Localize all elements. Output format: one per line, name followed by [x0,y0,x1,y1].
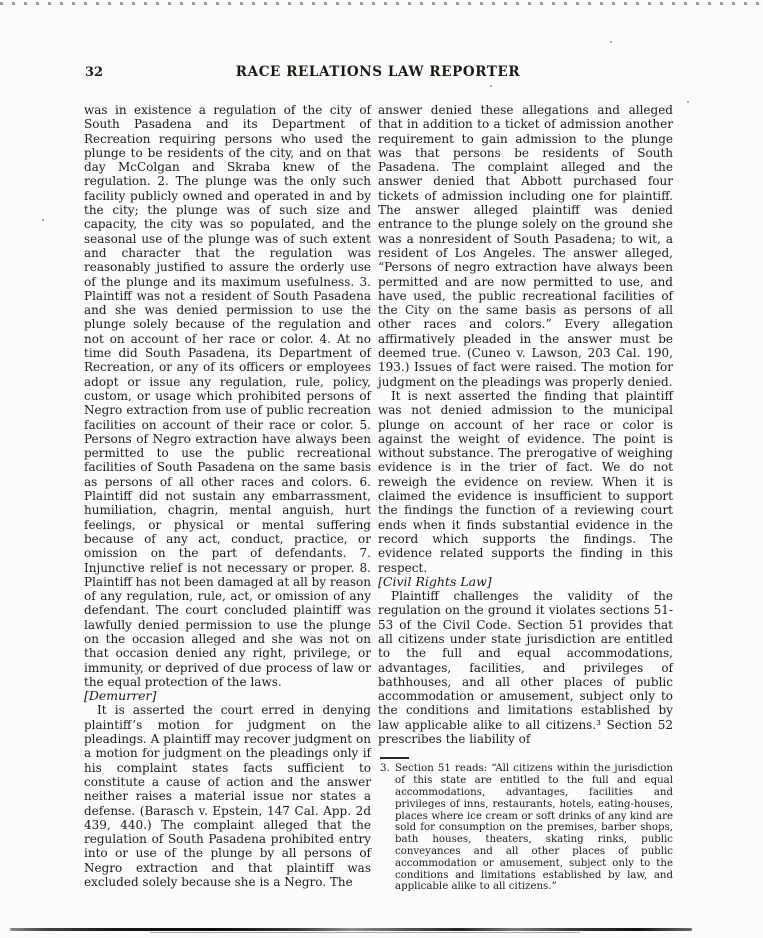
scan-top-edge-dots [0,2,763,5]
scan-bottom-edge-artifact [10,928,692,931]
scan-bottom-edge-artifact-faint [150,932,580,933]
right-paragraph-civil-rights: Plaintiff challenges the validity of the regulation on the ground it violates sections 51-53 of the Civil Code. Section 51 provides that all citizens under state jurisdiction are entitled to the full and equal accommodations, advantages, facilities, and privileges of bathhouses, and all other places of public accommodation or amusement, subject only to the conditions and limitations established by law applicable alike to all citizens.³ Section 52 prescribes the liability of [378,589,673,747]
civil-rights-law-heading: [Civil Rights Law] [378,573,492,589]
footnote-3 [380,763,673,893]
page-number: 32 [85,65,104,80]
demurrer-heading: [Demurrer] [84,688,157,704]
footnote-text: Section 51 reads: “All citizens within the jurisdiction of this state are entitled to the full and equal accommodations, advantages, facilities and privileges of inns, restaurants, hotels, eating-houses, places where ice cream or soft drinks of any kind are sold for consumption on the premises, barber shops, bath houses, theaters, skating rinks, public conveyances and all other places of public accommodation or amusement, subject only to the conditions and limitations established by law, and applicable alike to all citizens.” [395,763,673,893]
scan-speck [490,85,492,87]
left-paragraph-demurrer: It is asserted the court erred in denying plaintiff’s motion for judgment on the pleadings. A plaintiff may recover judgment on a motion for judgment on the pleadings only if his complaint states facts sufficient to constitute a cause of action and the answer neither raises a material issue nor states a defense. (Barasch v. Epstein, 147 Cal. App. 2d 439, 440.) The complaint alleged that the regulation of South Pasadena prohibited entry into or use of the plunge by all persons of Negro extraction and that plaintiff was excluded solely because she is a Negro. The [84,703,371,890]
scan-speck [687,101,689,103]
left-paragraph-continuation: was in existence a regulation of the city of South Pasadena and its Department of Recreation requiring persons who used the plunge to be residents of the city, and on that day McColgan and Skraba knew of the regulation. 2. The plunge was the only such facility publicly owned and operated in and by the city; the plunge was of such size and capacity, the city was so populated, and the seasonal use of the plunge was of such extent and character that the regulation was reasonably justified to assure the orderly use of the plunge and its maximum usefulness. 3. Plaintiff was not a resident of South Pasadena and she was denied permission to use the plunge solely because of the regulation and not on account of her race or color. 4. At no time did South Pasadena, its Department of Recreation, or any of its officers or employees adopt or issue any regulation, rule, policy, custom, or usage which prohibited persons of Negro extraction from use of public recreation facilities on account of their race or color. 5. Persons of Negro extraction have always been permitted to use the public recreational facilities of South Pasadena on the same basis as persons of all other races and colors. 6. Plaintiff did not sustain any embarrassment, humiliation, chagrin, mental anguish, hurt feelings, or physical or mental suffering because of any act, conduct, practice, or omission on the part of defendants. 7. Injunctive relief is not necessary or proper. 8. Plaintiff has not been damaged at all by reason of any regulation, rule, act, or omission of any defendant. The court concluded plaintiff was lawfully denied permission to use the plunge on the occasion alleged and she was not on that occasion denied any right, privilege, or immunity, or deprived of due process of law or the equal protection of the laws. [84,103,371,689]
right-paragraph-findings: It is next asserted the finding that plaintiff was not denied admission to the municipal plunge on account of her race or color is against the weight of evidence. The point is without substance. The prerogative of weighing evidence is in the trier of fact. We do not reweigh the evidence on review. When it is claimed the evidence is insufficient to support the findings the function of a reviewing court ends when it finds substantial evidence in the record which supports the findings. The evidence related supports the finding in this respect. [378,388,673,575]
right-paragraph-continuation: answer denied these allegations and alleged that in addition to a ticket of admission another requirement to gain admission to the plunge was that persons be residents of South Pasadena. The complaint alleged and the answer denied that Abbott purchased four tickets of admission including one for plaintiff. The answer alleged plaintiff was denied entrance to the plunge solely on the ground she was a nonresident of South Pasadena; to wit, a resident of Los Angeles. The answer alleged, “Persons of negro extraction have always been permitted and are now permitted to use, and have used, the public recreational facilities of the City on the same basis as persons of all other races and colors.” Every allegation affirmatively pleaded in the answer must be deemed true. (Cuneo v. Lawson, 203 Cal. 190, 193.) Issues of fact were raised. The motion for judgment on the pleadings was properly denied. [378,103,673,389]
page-header-title: RACE RELATIONS LAW REPORTER [235,64,521,80]
footnote-number: 3. [380,763,390,775]
footnote-separator-rule [380,757,409,759]
right-column [378,103,673,893]
left-column [84,103,371,889]
scan-speck [42,219,44,221]
scan-speck [610,41,612,43]
